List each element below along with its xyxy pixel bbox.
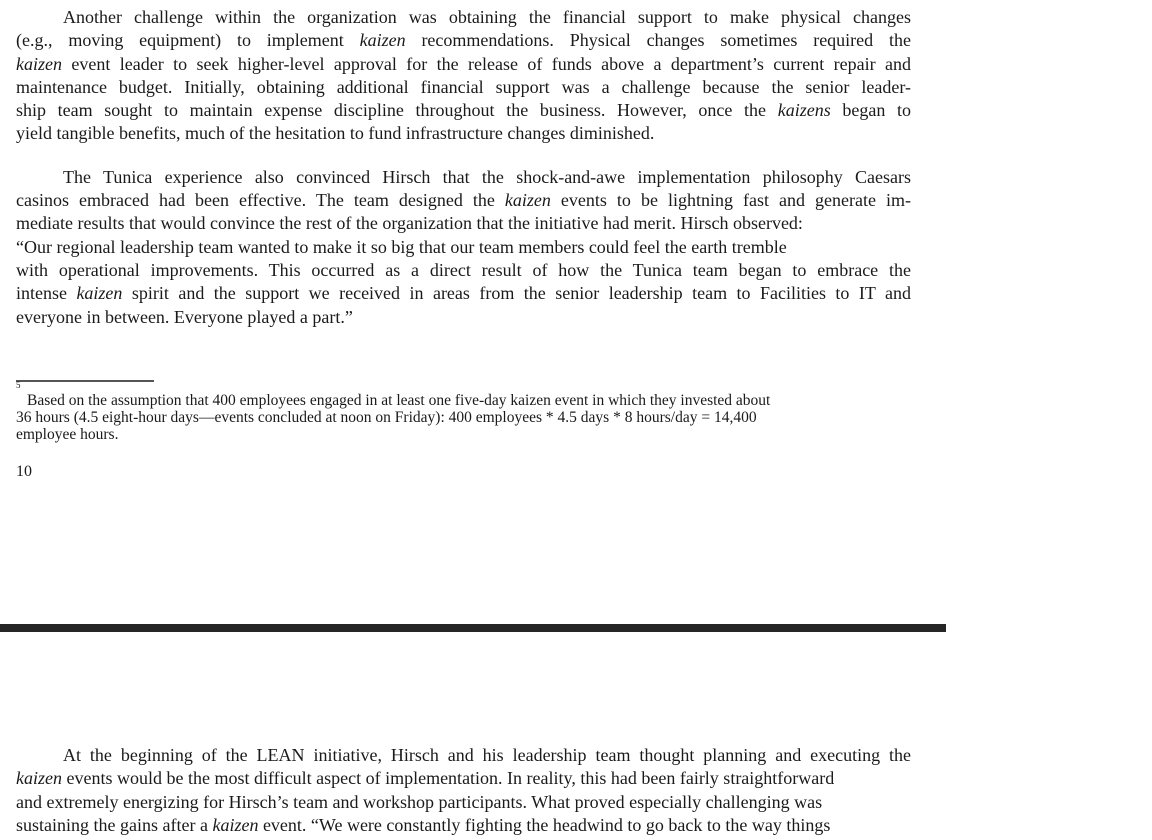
text-run: casinos embraced had been effective. The team designed the — [16, 190, 505, 211]
text-run: yield tangible benefits, much of the hesitation to fund infrastructure changes diminished. — [16, 123, 655, 144]
text-run: everyone in between. Everyone played a part.” — [16, 306, 353, 327]
text-line — [16, 166, 911, 189]
text-run: Another challenge within the organization was obtaining the financial support to make physical changes — [63, 7, 911, 27]
text-line — [16, 53, 911, 76]
text-run: maintenance budget. Initially, obtaining additional financial support was a challenge because the senior leader- — [16, 76, 911, 97]
text-run: intense — [16, 283, 77, 304]
text-run: ship team sought to maintain expense discipline throughout the business. However, once the — [16, 100, 778, 121]
text-run: “Our regional leadership team wanted to make it so big that our team members could feel the earth tremble — [16, 236, 787, 257]
italic-term: kaizen — [16, 768, 62, 789]
text-line — [16, 744, 911, 767]
text-run: event. “We were constantly fighting the headwind to go back to the way things — [258, 814, 831, 835]
text-run: began to — [830, 100, 911, 121]
paragraph — [16, 6, 911, 146]
text-line — [16, 6, 911, 29]
italic-term: kaizen — [359, 30, 406, 51]
paragraph — [16, 744, 911, 837]
italic-term: kaizen — [504, 190, 551, 211]
italic-term: kaizen — [212, 814, 259, 835]
text-line — [16, 76, 911, 99]
text-line — [16, 814, 911, 837]
text-run: (e.g., moving equipment) to implement — [16, 30, 360, 51]
footnote-marker: 5 — [16, 380, 21, 390]
text-run: and extremely energizing for Hirsch’s team and workshop participants. What proved especially challenging was — [16, 791, 823, 812]
text-line — [16, 282, 911, 305]
footnote — [16, 392, 876, 443]
text-line — [16, 122, 911, 145]
footnote-line: Based on the assumption that 400 employees engaged in at least one five-day kaizen event in which they invested about — [27, 392, 771, 409]
text-line — [16, 767, 911, 790]
text-line — [16, 99, 911, 122]
text-run: sustaining the gains after a — [16, 814, 213, 835]
page-break-divider — [0, 624, 946, 632]
italic-term: kaizen — [76, 283, 123, 304]
text-run: events to be lightning fast and generate im- — [550, 190, 911, 211]
document-page-bottom — [16, 744, 911, 837]
text-line — [16, 189, 911, 212]
paragraph — [16, 166, 911, 329]
text-run: with operational improvements. This occurred as a direct result of how the Tunica team began to embrace the — [16, 259, 911, 280]
footnote-line: 36 hours (4.5 eight-hour days—events concluded at noon on Friday): 400 employees * 4.5 days * 8 hours/day = 14,400 — [16, 409, 757, 426]
text-line — [16, 791, 911, 814]
text-run: events would be the most difficult aspect of implementation. In reality, this had been fairly straightforward — [61, 768, 835, 789]
text-run: event leader to seek higher-level approval for the release of funds above a department’s current repair and — [61, 53, 911, 74]
text-run: At the beginning of the LEAN initiative, Hirsch and his leadership team thought planning and executing the — [63, 745, 911, 765]
footnote-separator — [16, 380, 154, 382]
text-line — [16, 259, 911, 282]
text-run: recommendations. Physical changes sometimes required the — [405, 30, 911, 51]
page-number: 10 — [16, 463, 32, 480]
footnote-line: employee hours. — [16, 426, 119, 443]
italic-term: kaizens — [777, 100, 831, 121]
italic-term: kaizen — [16, 53, 62, 74]
text-line — [16, 306, 911, 329]
text-line — [16, 212, 911, 235]
text-line — [16, 236, 911, 259]
text-run: spirit and the support we received in areas from the senior leadership team to Facilities to IT and — [122, 283, 911, 304]
document-page-top — [16, 6, 911, 329]
text-run: The Tunica experience also convinced Hirsch that the shock-and-awe implementation philosophy Caesars — [63, 166, 911, 187]
text-run: mediate results that would convince the rest of the organization that the initiative had merit. Hirsch observed: — [16, 213, 803, 234]
text-line — [16, 29, 911, 52]
